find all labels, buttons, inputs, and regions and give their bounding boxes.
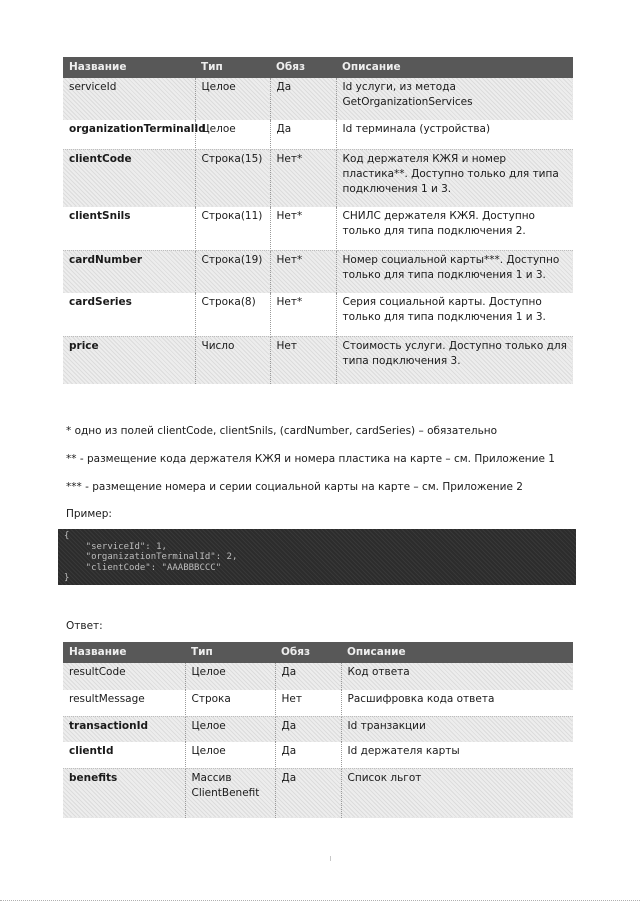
param-description: Код ответа <box>341 663 573 690</box>
footer-mark <box>330 856 331 861</box>
param-type: Строка(11) <box>195 207 270 250</box>
param-type: Целое <box>195 120 270 149</box>
table-row <box>63 742 573 768</box>
param-description: Номер социальной карты***. Доступно только для типа подключения 1 и 3. <box>336 250 573 293</box>
param-required: Нет* <box>270 207 336 250</box>
table-row <box>63 120 573 149</box>
param-type: Целое <box>195 78 270 120</box>
param-type: Целое <box>185 663 275 690</box>
code-line: "serviceId": 1, <box>64 541 167 552</box>
table-row <box>63 149 573 207</box>
param-name: resultMessage <box>63 690 185 716</box>
code-line: "clientCode": "AAABBBCCC" <box>64 562 222 573</box>
note-appendix-1: ** - размещение кода держателя КЖЯ и номера пластика на карте – см. Приложение 1 <box>66 453 555 465</box>
param-required: Да <box>270 78 336 120</box>
table-row <box>63 336 573 384</box>
param-description: Расшифровка кода ответа <box>341 690 573 716</box>
page-bottom-edge <box>0 900 640 902</box>
code-example-block <box>58 529 576 585</box>
param-required: Нет* <box>270 293 336 336</box>
param-type: Строка <box>185 690 275 716</box>
table-row <box>63 663 573 690</box>
response-label: Ответ: <box>66 620 103 632</box>
param-description: Id транзакции <box>341 716 573 742</box>
table-row <box>63 78 573 120</box>
param-type: Строка(19) <box>195 250 270 293</box>
param-name: cardSeries <box>63 293 195 336</box>
param-type: Целое <box>185 742 275 768</box>
param-type: Целое <box>185 716 275 742</box>
param-type: Строка(15) <box>195 149 270 207</box>
table-row <box>63 250 573 293</box>
table-row <box>63 207 573 250</box>
note-required-fields: * одно из полей clientCode, clientSnils, (cardNumber, cardSeries) – обязательно <box>66 425 498 437</box>
code-line: { <box>64 531 70 541</box>
header-required: Обяз <box>275 642 341 663</box>
header-type: Тип <box>185 642 275 663</box>
header-name: Название <box>63 642 185 663</box>
param-required: Да <box>275 742 341 768</box>
table-row <box>63 690 573 716</box>
param-name: price <box>63 336 195 384</box>
table-header-row <box>63 57 573 78</box>
note-appendix-2: *** - размещение номера и серии социальной карты на карте – см. Приложение 2 <box>66 481 523 493</box>
param-required: Нет* <box>270 250 336 293</box>
param-type: Массив ClientBenefit <box>185 768 275 818</box>
table-row <box>63 293 573 336</box>
header-name: Название <box>63 57 195 78</box>
param-name: clientId <box>63 742 185 768</box>
param-description: Id терминала (устройства) <box>336 120 573 149</box>
param-name: organizationTerminalId <box>63 120 195 149</box>
param-description: Id держателя карты <box>341 742 573 768</box>
param-description: Стоимость услуги. Доступно только для типа подключения 3. <box>336 336 573 384</box>
param-description: Список льгот <box>341 768 573 818</box>
param-type: Строка(8) <box>195 293 270 336</box>
param-description: Id услуги, из метода GetOrganizationServices <box>336 78 573 120</box>
code-line: } <box>64 573 70 583</box>
param-name: serviceId <box>63 78 195 120</box>
table-row <box>63 716 573 742</box>
param-name: cardNumber <box>63 250 195 293</box>
param-description: СНИЛС держателя КЖЯ. Доступно только для типа подключения 2. <box>336 207 573 250</box>
param-name: resultCode <box>63 663 185 690</box>
param-required: Да <box>275 663 341 690</box>
table-header-row <box>63 642 573 663</box>
code-line: "organizationTerminalId": 2, <box>64 552 238 562</box>
example-label: Пример: <box>66 508 112 520</box>
param-description: Код держателя КЖЯ и номер пластика**. Доступно только для типа подключения 1 и 3. <box>336 149 573 207</box>
param-required: Да <box>270 120 336 149</box>
param-required: Нет <box>275 690 341 716</box>
response-params-table <box>63 642 573 818</box>
table-row <box>63 768 573 818</box>
param-required: Да <box>275 716 341 742</box>
param-name: clientSnils <box>63 207 195 250</box>
header-required: Обяз <box>270 57 336 78</box>
param-name: transactionId <box>63 716 185 742</box>
param-type: Число <box>195 336 270 384</box>
header-description: Описание <box>336 57 573 78</box>
param-description: Серия социальной карты. Доступно только для типа подключения 1 и 3. <box>336 293 573 336</box>
request-params-table <box>63 57 573 384</box>
param-required: Нет <box>270 336 336 384</box>
param-name: benefits <box>63 768 185 818</box>
param-name: clientCode <box>63 149 195 207</box>
header-type: Тип <box>195 57 270 78</box>
param-required: Да <box>275 768 341 818</box>
param-required: Нет* <box>270 149 336 207</box>
header-description: Описание <box>341 642 573 663</box>
